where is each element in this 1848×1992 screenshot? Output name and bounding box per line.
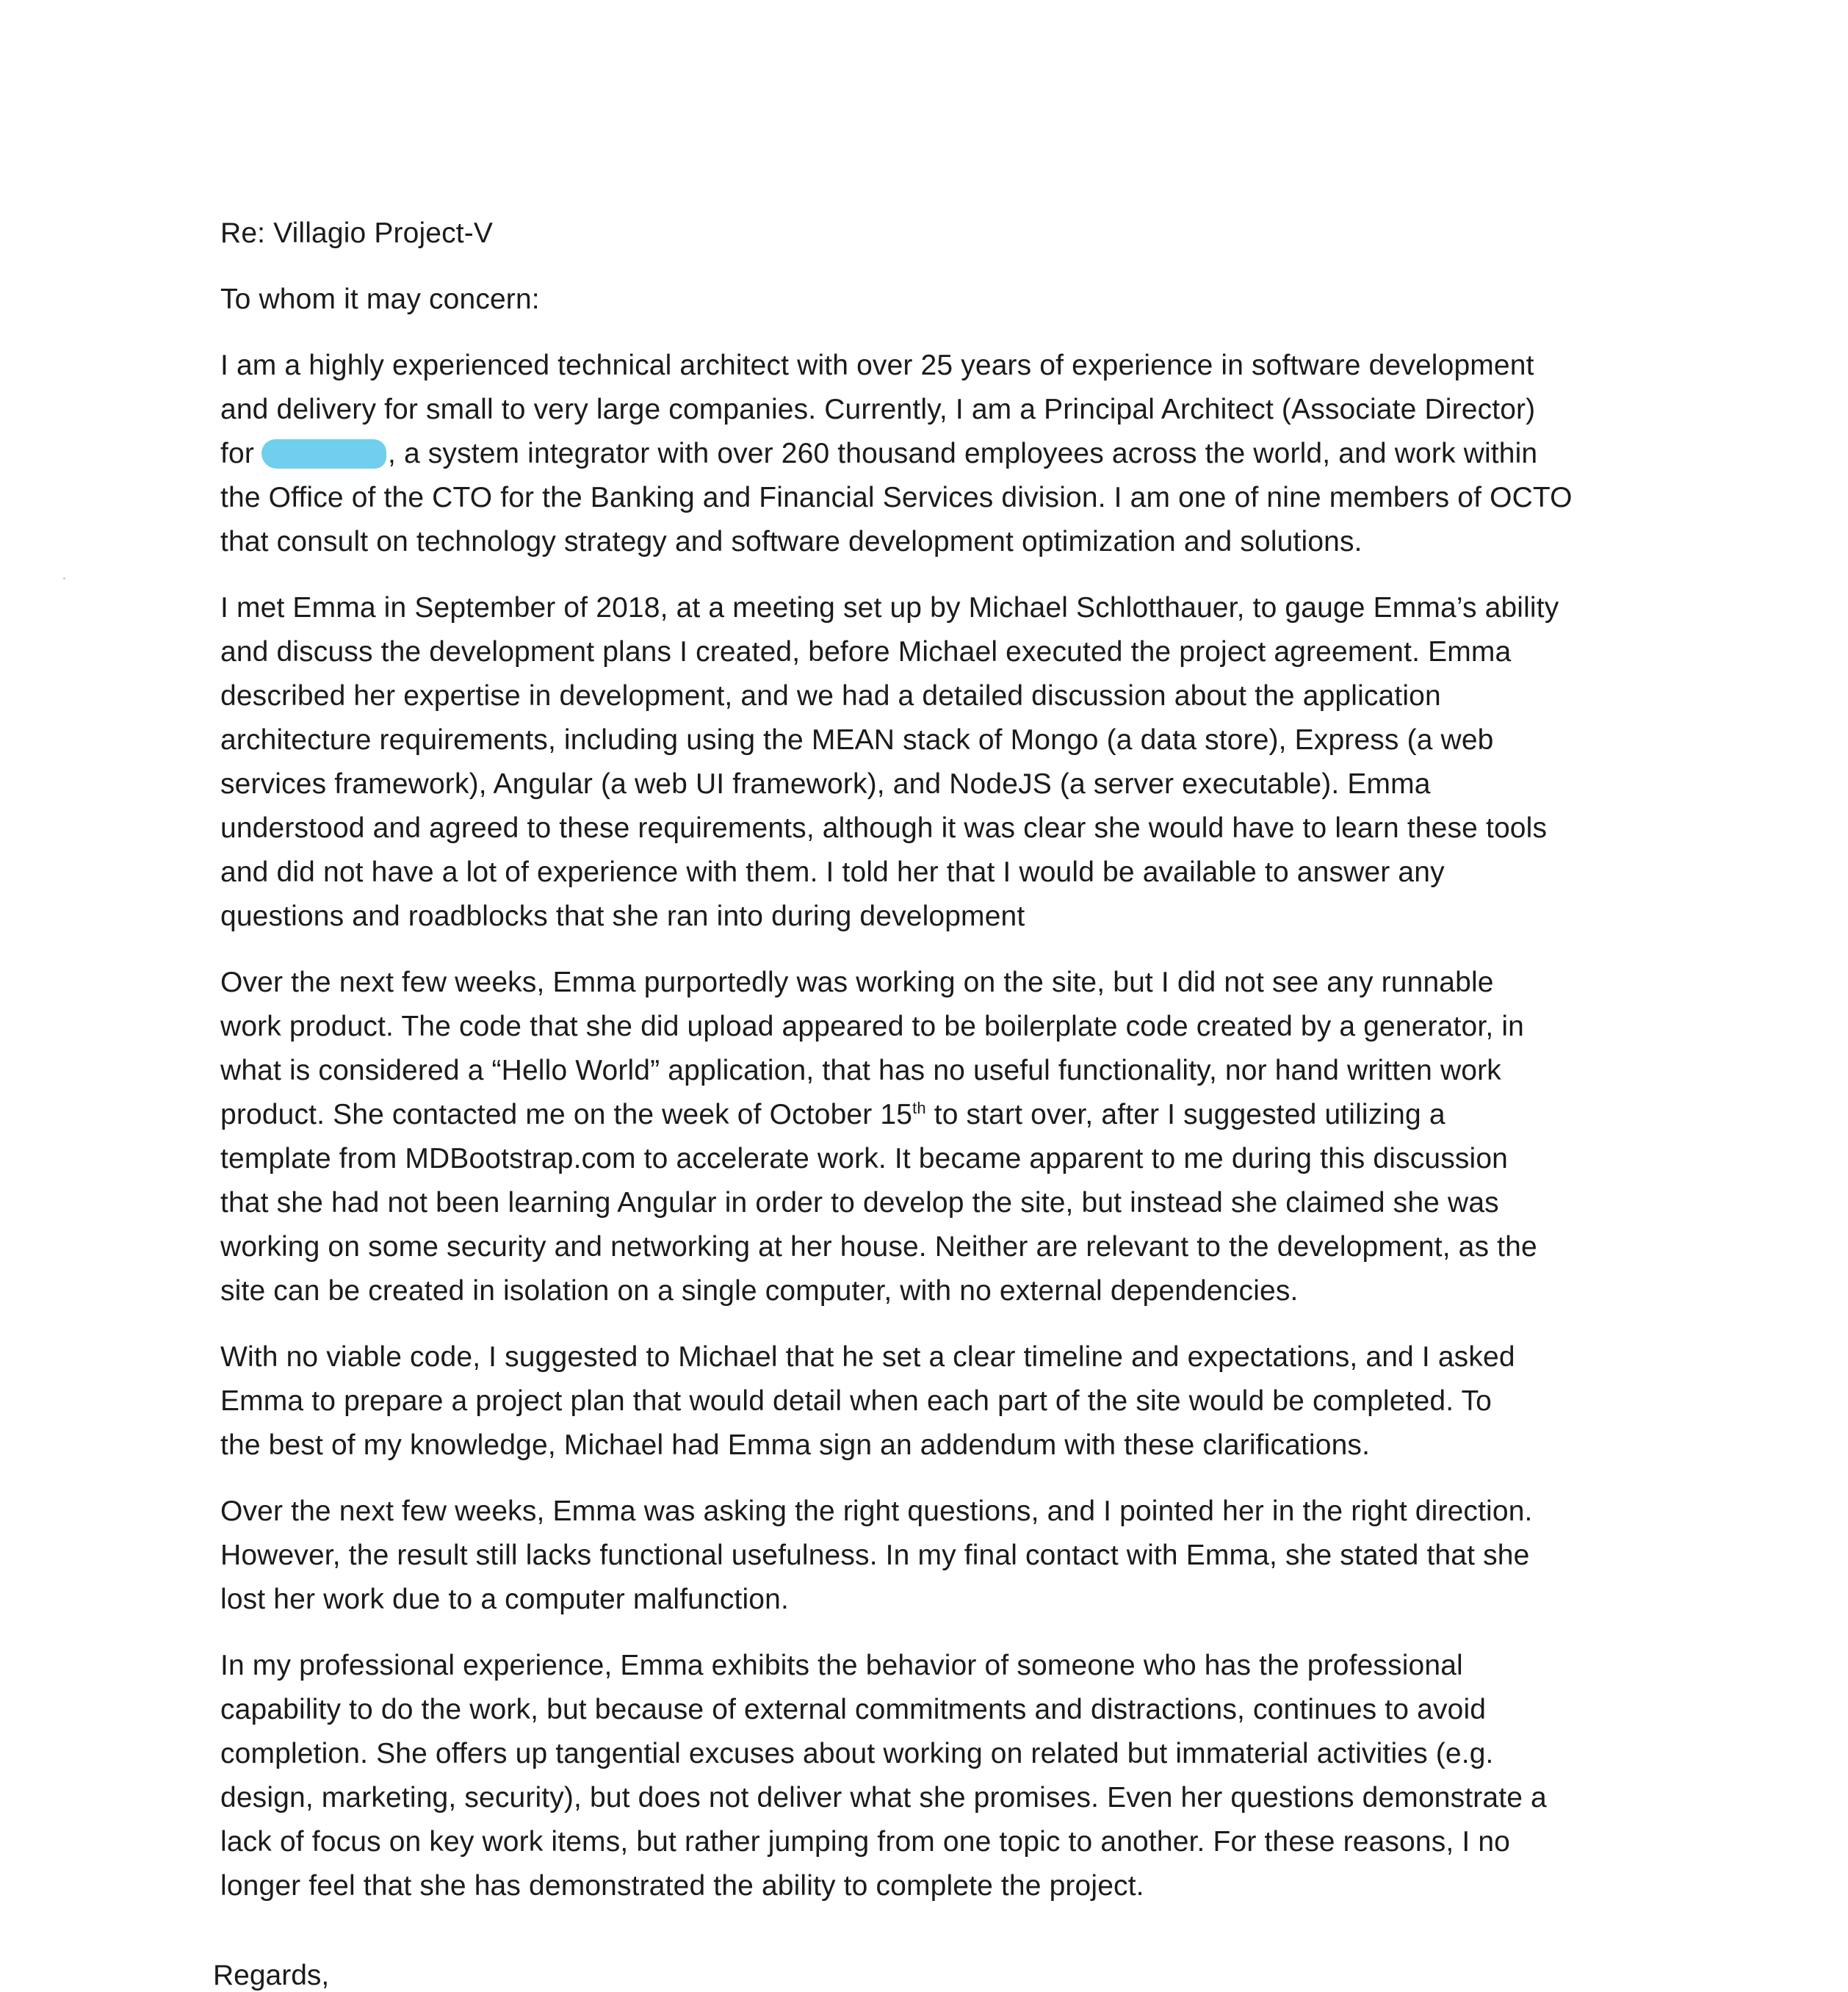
paragraph-final-contact [220,1490,1660,1622]
line-fragment: for [220,438,254,469]
paragraph-line: With no viable code, I suggested to Michael that he set a clear timeline and expectations, and I asked [220,1341,1515,1373]
paragraph-first-meeting [220,586,1660,939]
redaction-mark [261,439,386,469]
paragraph-timeline [220,1335,1660,1468]
paragraph-line: site can be created in isolation on a single computer, with no external dependencies. [220,1275,1299,1307]
paragraph-introduction [220,344,1660,564]
paragraph-line: However, the result still lacks functional usefulness. In my final contact with Emma, she stated that she [220,1540,1530,1571]
paragraph-following-weeks [220,961,1660,1313]
salutation [220,278,1660,322]
paragraph-line: the Office of the CTO for the Banking and Financial Services division. I am one of nine members of OCTO [220,482,1573,513]
paragraph-line [220,1093,1660,1137]
paragraph-line: I met Emma in September of 2018, at a meeting set up by Michael Schlotthauer, to gauge Emma’s ability [220,592,1559,624]
scan-speck [63,577,65,580]
paragraph-line: architecture requirements, including using the MEAN stack of Mongo (a data store), Express (a web [220,724,1494,756]
paragraph-line: and did not have a lot of experience with them. I told her that I would be available to answer any [220,856,1445,888]
paragraph-line: that she had not been learning Angular in order to develop the site, but instead she claimed she was [220,1187,1499,1219]
paragraph-line: understood and agreed to these requirements, although it was clear she would have to learn these tools [220,812,1548,844]
paragraph-line: lack of focus on key work items, but rather jumping from one topic to another. For these reasons, I no [220,1826,1510,1858]
line-fragment: , a system integrator with over 260 thousand employees across the world, and work within [387,438,1538,469]
paragraph-line: lost her work due to a computer malfunction. [220,1584,789,1615]
paragraph-line: and discuss the development plans I created, before Michael executed the project agreement. Emma [220,636,1512,668]
paragraph-line: described her expertise in development, and we had a detailed discussion about the application [220,680,1441,712]
paragraph-line: questions and roadblocks that she ran into during development [220,901,1025,932]
paragraph-line: In my professional experience, Emma exhibits the behavior of someone who has the professional [220,1650,1463,1681]
paragraph-line: template from MDBootstrap.com to accelerate work. It became apparent to me during this discussion [220,1143,1509,1174]
subject-line [220,212,1660,256]
paragraph-line: I am a highly experienced technical architect with over 25 years of experience in software development [220,350,1534,381]
paragraph-line: Over the next few weeks, Emma purportedly was working on the site, but I did not see any runnable [220,967,1494,998]
paragraph-conclusion [220,1644,1660,1908]
paragraph-line: completion. She offers up tangential excuses about working on related but immaterial activities (e.g. [220,1738,1494,1769]
salutation-text: To whom it may concern: [220,284,540,315]
subject-text: Re: Villagio Project-V [220,217,494,249]
paragraph-line: services framework), Angular (a web UI framework), and NodeJS (a server executable). Emma [220,768,1431,800]
paragraph-line: what is considered a “Hello World” application, that has no useful functionality, nor hand written work [220,1055,1501,1086]
paragraph-line [220,432,1660,476]
closing-line: Regards, [213,1960,330,1991]
letter-body [220,212,1660,1930]
paragraph-line: working on some security and networking at her house. Neither are relevant to the development, as the [220,1231,1537,1263]
paragraph-line: capability to do the work, but because of external commitments and distractions, continues to avoid [220,1694,1487,1725]
paragraph-line: Over the next few weeks, Emma was asking the right questions, and I pointed her in the right direction. [220,1495,1533,1527]
paragraph-line: longer feel that she has demonstrated the ability to complete the project. [220,1870,1144,1902]
paragraph-line: design, marketing, security), but does not deliver what she promises. Even her questions demonstrate a [220,1782,1547,1814]
paragraph-line: the best of my knowledge, Michael had Emma sign an addendum with these clarifications. [220,1429,1371,1461]
paragraph-line: that consult on technology strategy and software development optimization and solutions. [220,526,1362,557]
ordinal-suffix: th [912,1099,926,1117]
paragraph-line: and delivery for small to very large companies. Currently, I am a Principal Architect (Associate Director) [220,394,1536,425]
paragraph-line: work product. The code that she did upload appeared to be boilerplate code created by a generator, in [220,1011,1524,1042]
line-fragment: product. She contacted me on the week of October 15 [220,1099,913,1130]
paragraph-line: Emma to prepare a project plan that would detail when each part of the site would be completed. To [220,1385,1493,1417]
line-fragment: to start over, after I suggested utilizing a [925,1099,1445,1130]
